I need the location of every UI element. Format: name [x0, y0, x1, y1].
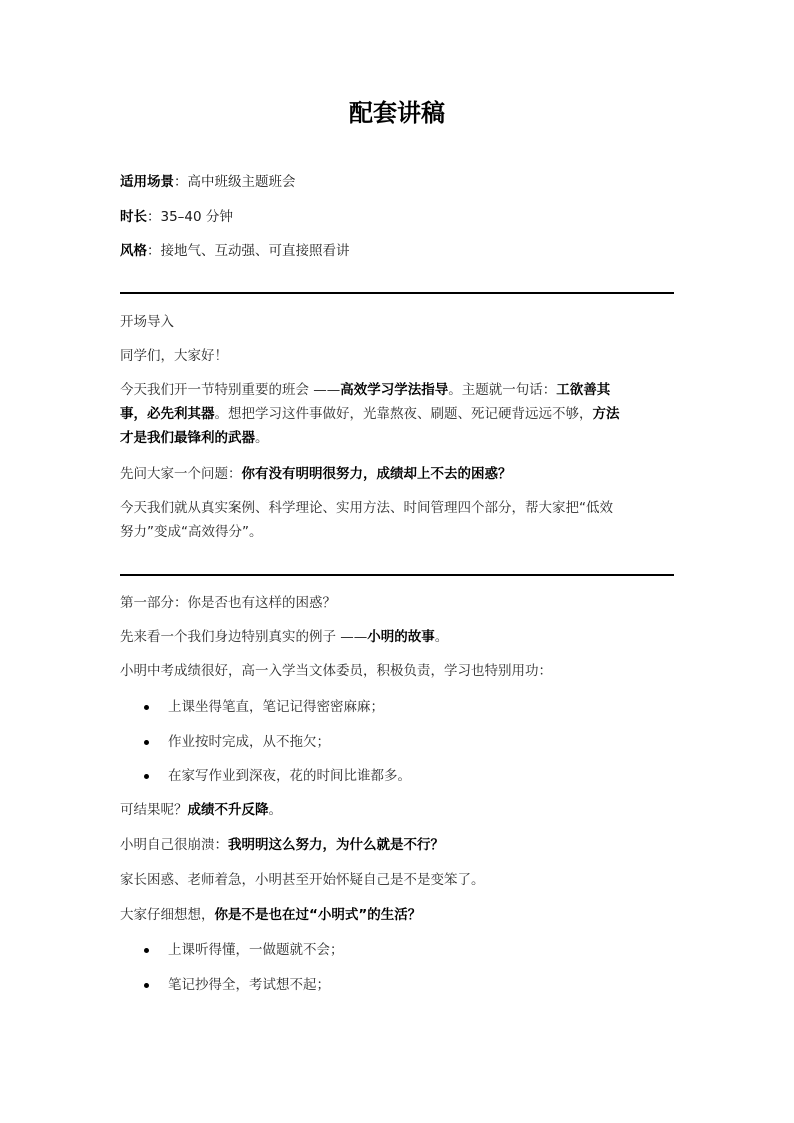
page-title: 配套讲稿	[349, 99, 445, 127]
meta-style-label: 风格	[120, 243, 147, 259]
part1-paragraph-5: 家长困惑、老师着急，小明甚至开始怀疑自己是不是变笨了。	[120, 872, 485, 888]
section-divider	[120, 292, 674, 294]
meta-scene-value: 高中班级主题班会	[187, 174, 296, 190]
meta-duration: 时长：35–40 分钟	[120, 209, 233, 225]
bullet-icon	[144, 740, 149, 745]
part1-paragraph-6: 大家仔细想想，你是不是也在过“小明式”的生活？	[120, 907, 422, 923]
intro-heading: 开场导入	[120, 314, 174, 330]
intro-paragraph-2: 先问大家一个问题：你有没有明明很努力，成绩却上不去的困惑？	[120, 466, 512, 482]
part1-heading: 第一部分：你是否也有这样的困惑？	[120, 595, 336, 611]
part1-paragraph-3: 可结果呢？成绩不升反降。	[120, 802, 282, 818]
bullet-icon	[144, 983, 149, 988]
part1-paragraph-4: 小明自己很崩溃：我明明这么努力，为什么就是不行？	[120, 837, 444, 853]
bullet-icon	[144, 705, 149, 710]
intro-greeting: 同学们，大家好！	[120, 348, 228, 364]
meta-style: 风格：接地气、互动强、可直接照看讲	[120, 243, 350, 259]
bullet-icon	[144, 948, 149, 953]
section-divider	[120, 574, 674, 576]
meta-duration-label: 时长	[120, 209, 147, 225]
meta-scene-label: 适用场景	[120, 174, 174, 190]
intro-paragraph-1: 今天我们开一节特别重要的班会 ——高效学习学法指导。主题就一句话：工欲善其 事，必先利其器。想把学习这件事做好，光靠熬夜、刷题、死记硬背远远不够，方法 才是我们最锋利的武器。	[120, 382, 620, 446]
intro-paragraph-3: 今天我们就从真实案例、科学理论、实用方法、时间管理四个部分，帮大家把“低效 努力”变成“高效得分”。	[120, 500, 613, 540]
meta-duration-value: 35–40 分钟	[160, 209, 233, 225]
part1-paragraph-2: 小明中考成绩很好，高一入学当文体委员，积极负责，学习也特别用功：	[120, 663, 552, 679]
part1-paragraph-1: 先来看一个我们身边特别真实的例子 ——小明的故事。	[120, 629, 449, 645]
meta-scene: 适用场景：高中班级主题班会	[120, 174, 296, 190]
bullet-icon	[144, 774, 149, 779]
meta-style-value: 接地气、互动强、可直接照看讲	[160, 243, 350, 259]
